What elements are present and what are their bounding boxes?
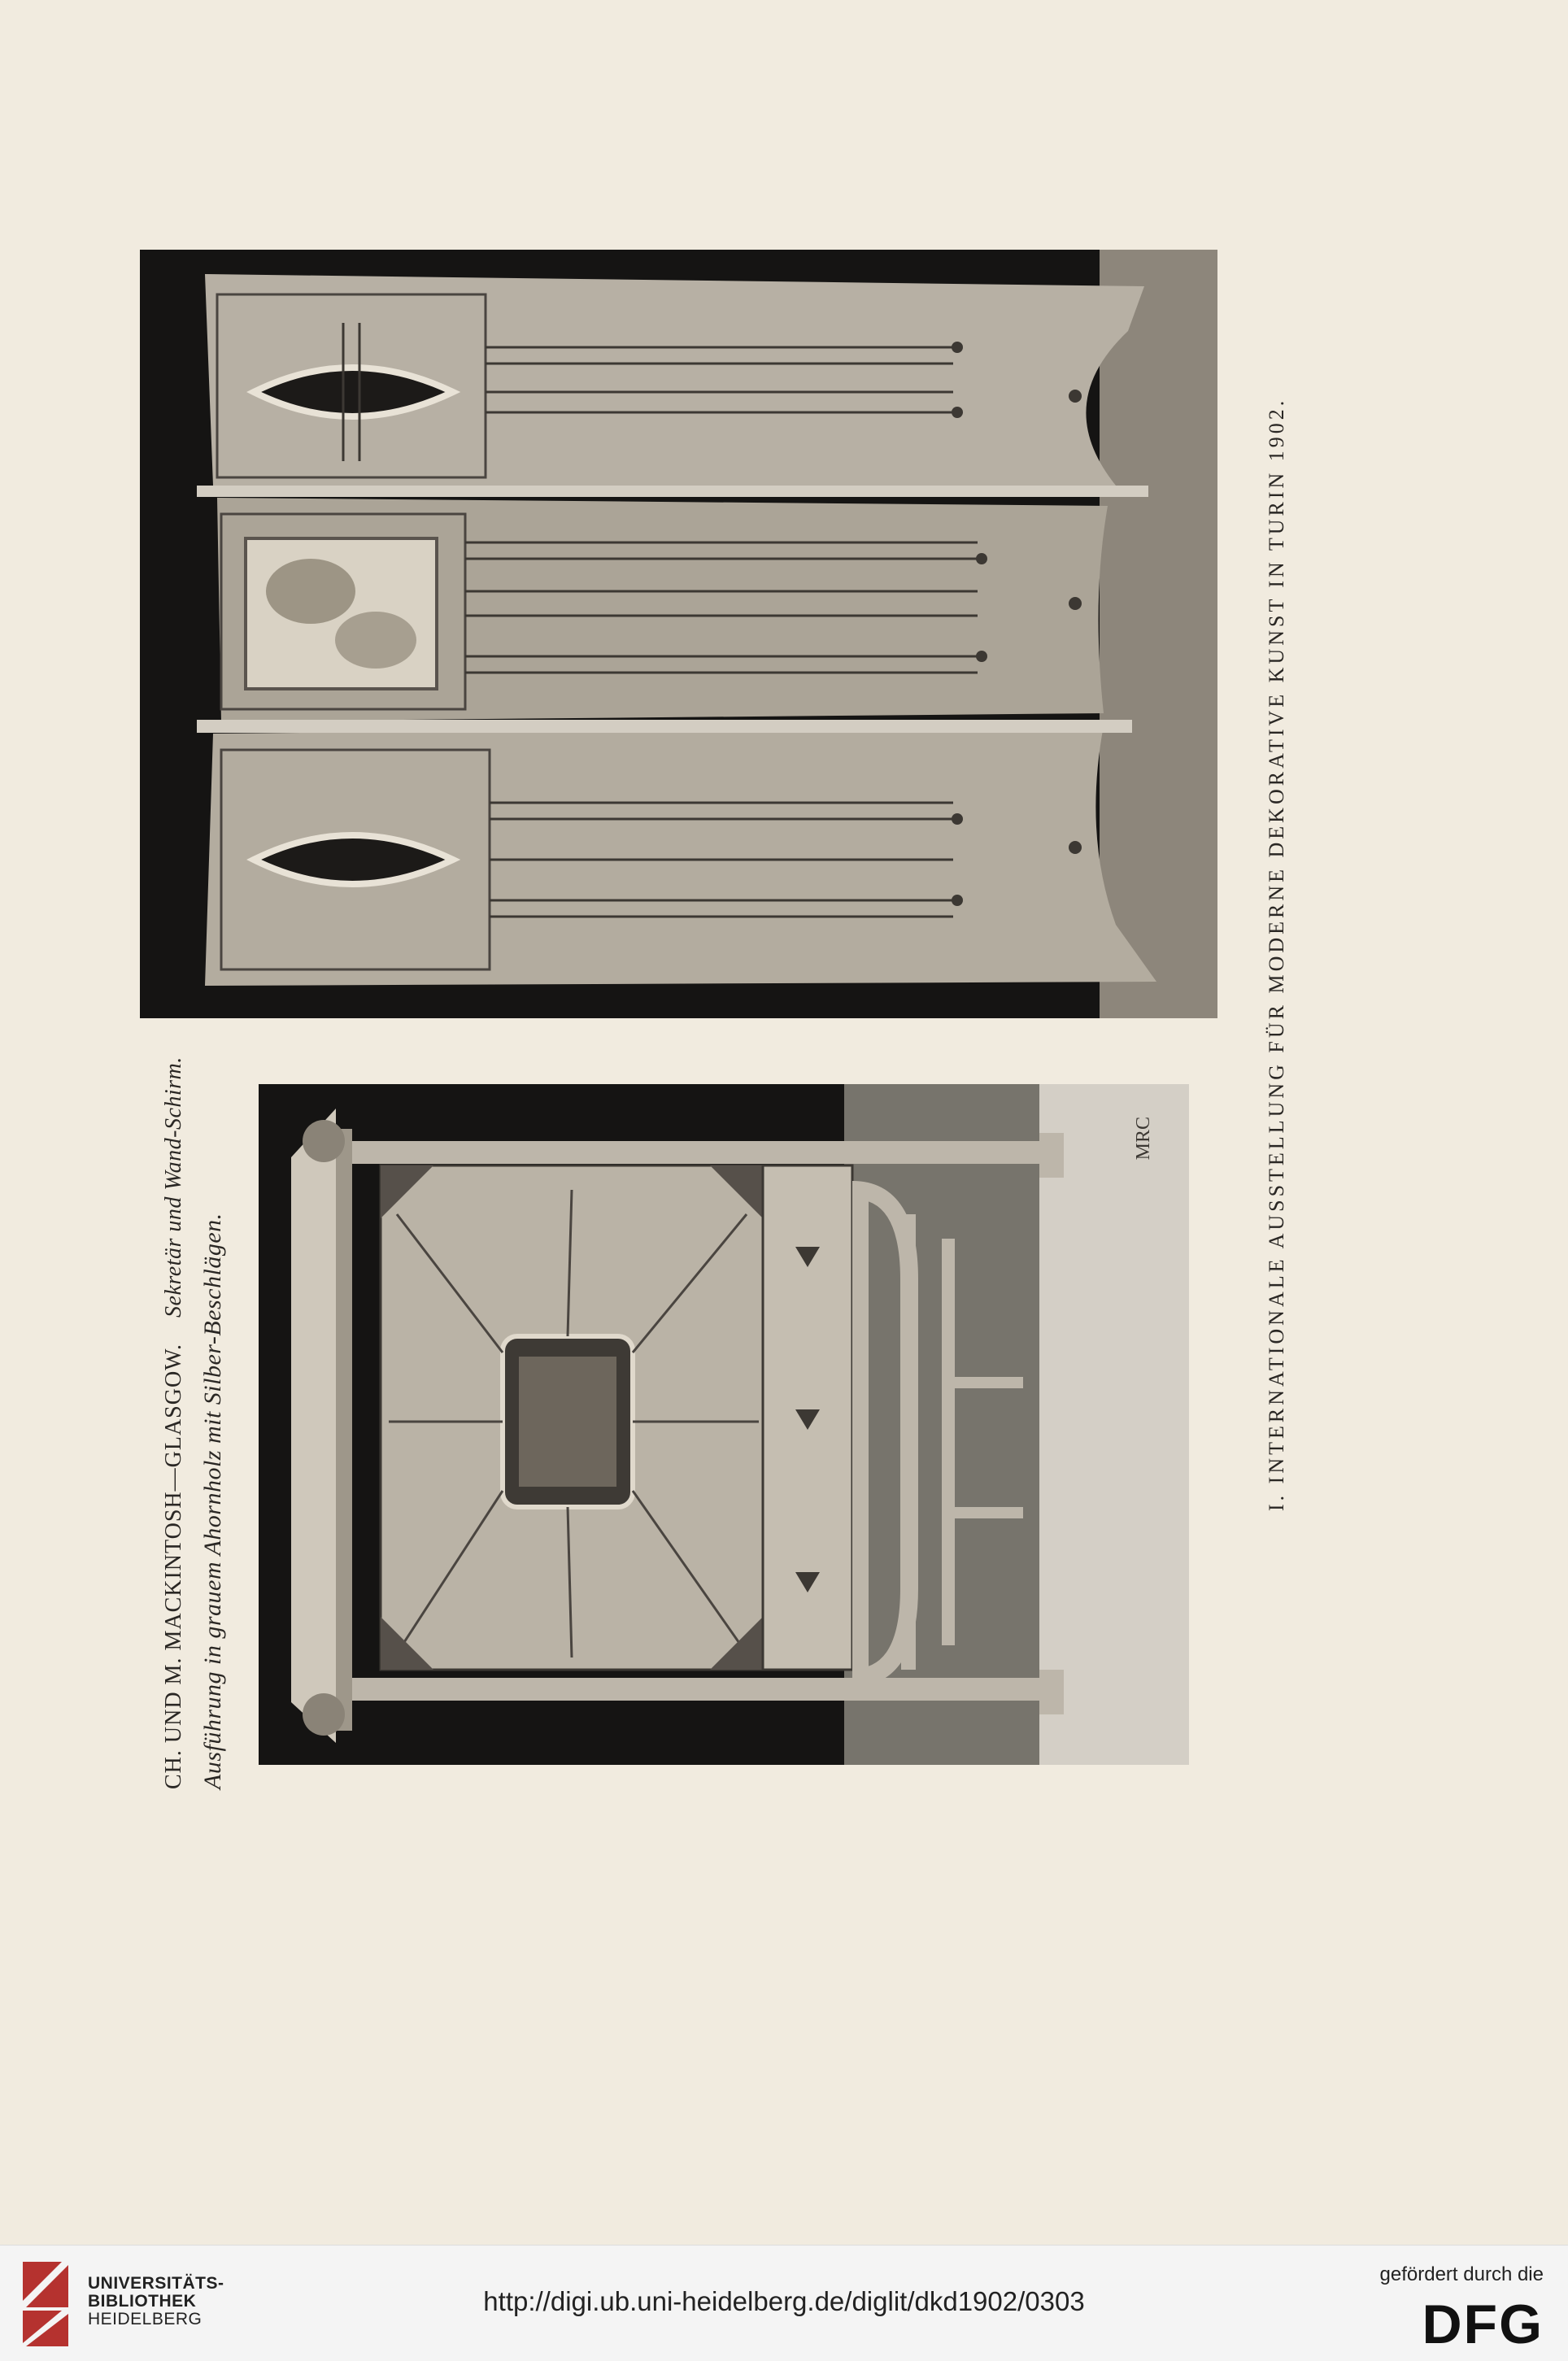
caption-authors: CH. UND M. MACKINTOSH—GLASGOW. bbox=[161, 1343, 186, 1789]
footer-bar bbox=[0, 2245, 1568, 2361]
dfg-logo-text: DFG bbox=[1422, 2294, 1544, 2350]
wall-screen-image bbox=[140, 250, 1217, 1018]
secretaire-photo bbox=[259, 1084, 1189, 1765]
library-line-1: UNIVERSITÄTS- bbox=[88, 2274, 224, 2293]
secretaire-image bbox=[259, 1084, 1189, 1765]
caption-line-2: Ausführung in grauem Ahornholz mit Silber-Beschlägen. bbox=[199, 1213, 226, 1789]
photo-monogram: MRC bbox=[1133, 1117, 1154, 1161]
library-line-3: HEIDELBERG bbox=[88, 2310, 203, 2328]
dfg-logo-icon bbox=[1381, 2294, 1544, 2350]
caption-title: Sekretär und Wand-Schirm. bbox=[161, 1056, 186, 1318]
caption-line-1 bbox=[161, 1056, 187, 1789]
funded-by-label: gefördert durch die bbox=[1379, 2263, 1544, 2285]
permalink-url[interactable]: http://digi.ub.uni-heidelberg.de/diglit/dkd1902/0303 bbox=[483, 2286, 1085, 2316]
wall-screen-photo bbox=[140, 250, 1217, 1018]
exhibition-caption: I. INTERNATIONALE AUSSTELLUNG FÜR MODERNE DEKORATIVE KUNST IN TURIN 1902. bbox=[1265, 397, 1288, 1511]
library-line-2: BIBLIOTHEK bbox=[88, 2292, 197, 2311]
